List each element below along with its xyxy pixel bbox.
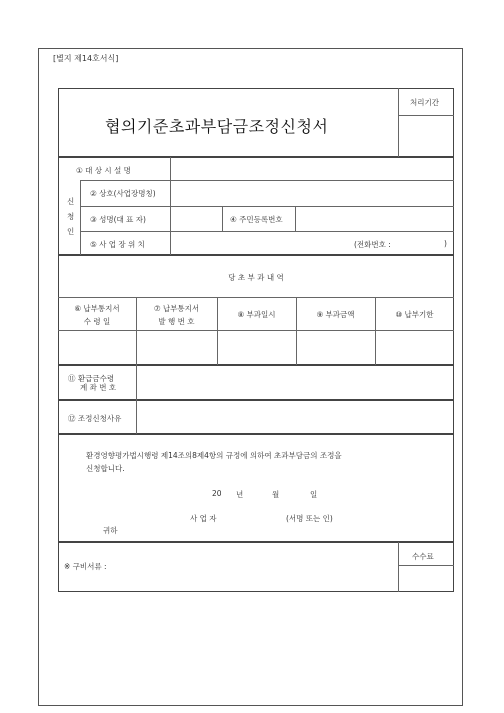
phone-label: (전화번호 : [354, 240, 391, 249]
form-code: [별지 제14호서식] [53, 54, 119, 63]
attachments-label: ※ 구비서류 : [64, 562, 107, 571]
site-location-label: ⑤ 사 업 장 위 치 [90, 240, 145, 249]
refund-account-l1: ⑪ 환급금수령 [68, 374, 115, 383]
applicant-label-1: 신 [67, 197, 75, 206]
col-receipt-date-l2: 수 령 일 [83, 317, 111, 326]
reason-label: ⑫ 조정신청사유 [68, 414, 122, 423]
addressee: 귀하 [103, 526, 118, 535]
phone-close: ) [444, 239, 447, 248]
operator-label: 사 업 자 [190, 514, 217, 523]
trade-name-label: ② 상호(사업장명칭) [90, 189, 156, 198]
processing-period-label: 처리기간 [410, 98, 439, 107]
attachments-row [58, 542, 454, 592]
col-levy-date: ⑧ 부과일시 [237, 310, 276, 319]
refund-account-row [58, 365, 454, 400]
col-receipt-date-l1: ⑥ 납부통지서 [74, 304, 120, 313]
date-year-unit: 년 [236, 490, 244, 499]
statement-line-1: 환경영향평가법시행령 제14조의8제4항의 규정에 의하여 초과부담금의 조정을 [86, 451, 342, 460]
section-title: 당 초 부 과 내 역 [228, 273, 284, 282]
fee-label: 수수료 [412, 552, 434, 561]
col-issue-no-l1: ⑦ 납부통지서 [153, 304, 200, 313]
date-day: 일 [310, 490, 318, 499]
applicant-label-2: 청 [67, 212, 75, 221]
statement-line-2: 신청합니다. [86, 464, 125, 473]
date-month: 월 [272, 490, 280, 499]
col-issue-no-l2: 발 행 번 호 [158, 317, 195, 326]
signature-label: (서명 또는 인) [286, 514, 333, 523]
form-title: 협의기준초과부담금조정신청서 [105, 117, 329, 136]
target-facility-label: ① 대 상 시 설 명 [76, 166, 131, 175]
applicant-label-3: 인 [67, 227, 75, 236]
col-levy-amount: ⑨ 부과금액 [316, 310, 355, 319]
name-label: ③ 성명(대 표 자) [90, 215, 146, 224]
date-year: 20 [212, 489, 222, 498]
refund-account-l2: 계 좌 번 호 [80, 383, 117, 392]
resident-no-label: ④ 주민등록번호 [230, 215, 283, 224]
col-due-date: ⑩ 납부기한 [395, 310, 434, 319]
